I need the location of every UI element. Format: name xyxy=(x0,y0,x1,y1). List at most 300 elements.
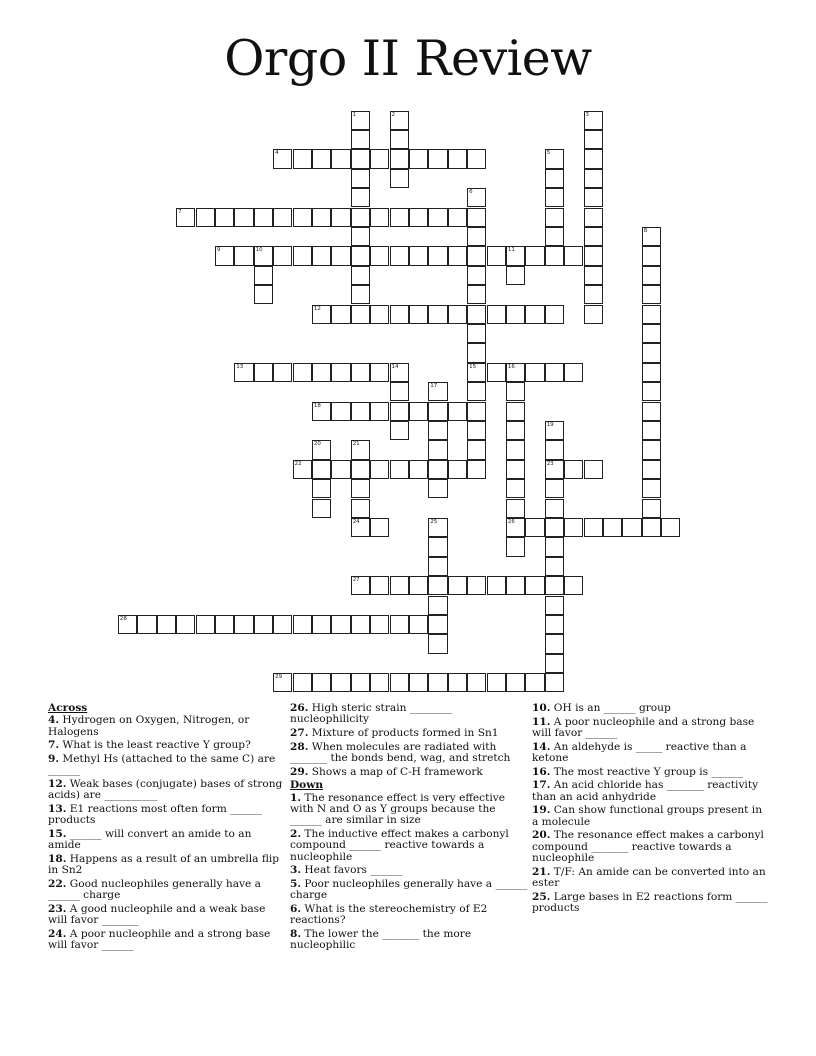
crossword-cell[interactable] xyxy=(545,654,564,673)
crossword-cell[interactable] xyxy=(448,305,467,324)
clue-number: 17. xyxy=(532,779,551,792)
crossword-cell[interactable] xyxy=(545,305,564,324)
crossword-cell[interactable] xyxy=(545,421,564,440)
cell-number: 6 xyxy=(469,189,473,196)
crossword-cell[interactable] xyxy=(390,615,409,634)
crossword-cell[interactable] xyxy=(428,634,447,653)
crossword-cell[interactable] xyxy=(428,673,447,692)
crossword-cell[interactable] xyxy=(545,169,564,188)
crossword-cell[interactable] xyxy=(642,479,661,498)
crossword-cell[interactable] xyxy=(545,634,564,653)
crossword-cell[interactable] xyxy=(545,518,564,537)
crossword-cell[interactable] xyxy=(487,305,506,324)
crossword-cell[interactable] xyxy=(331,615,350,634)
crossword-cell[interactable] xyxy=(370,460,389,479)
down-clue xyxy=(290,865,528,876)
crossword-cell[interactable] xyxy=(273,673,292,692)
crossword-cell[interactable] xyxy=(545,246,564,265)
down-clue xyxy=(290,879,528,902)
clue-number: 15. xyxy=(48,828,67,840)
clue-text: Good nucleophiles generally have a ______ charge xyxy=(48,878,261,902)
crossword-cell[interactable] xyxy=(331,208,350,227)
crossword-cell[interactable] xyxy=(545,479,564,498)
clue-text: Poor nucleophiles generally have a ______ charge xyxy=(290,878,528,902)
crossword-cell[interactable] xyxy=(312,460,331,479)
crossword-cell[interactable] xyxy=(390,363,409,382)
crossword-cell[interactable] xyxy=(506,421,525,440)
crossword-cell[interactable] xyxy=(584,188,603,207)
crossword-cell[interactable] xyxy=(370,576,389,595)
crossword-cell[interactable] xyxy=(506,460,525,479)
crossword-cell[interactable] xyxy=(254,363,273,382)
crossword-cell[interactable] xyxy=(428,615,447,634)
clue-number: 29. xyxy=(290,765,309,778)
clue-text: Heat favors ______ xyxy=(301,864,403,877)
crossword-cell[interactable] xyxy=(428,305,447,324)
crossword-cell[interactable] xyxy=(390,246,409,265)
crossword-cell[interactable] xyxy=(254,615,273,634)
crossword-cell[interactable] xyxy=(642,402,661,421)
crossword-cell[interactable] xyxy=(428,460,447,479)
crossword-cell[interactable] xyxy=(390,149,409,168)
crossword-cell[interactable] xyxy=(428,402,447,421)
crossword-cell[interactable] xyxy=(467,421,486,440)
crossword-cell[interactable] xyxy=(642,499,661,518)
down-clue xyxy=(290,793,528,827)
crossword-cell[interactable] xyxy=(545,460,564,479)
crossword-cell[interactable] xyxy=(467,382,486,401)
crossword-cell[interactable] xyxy=(545,557,564,576)
crossword-cell[interactable] xyxy=(467,285,486,304)
across-clue xyxy=(290,742,528,765)
clue-text: Methyl Hs (attached to the same C) are ______ xyxy=(48,753,276,777)
crossword-cell[interactable] xyxy=(351,363,370,382)
crossword-cell[interactable] xyxy=(428,596,447,615)
crossword-cell[interactable] xyxy=(390,169,409,188)
crossword-cell[interactable] xyxy=(351,208,370,227)
crossword-cell[interactable] xyxy=(409,615,428,634)
crossword-cell[interactable] xyxy=(137,615,156,634)
crossword-cell[interactable] xyxy=(390,130,409,149)
crossword-cell[interactable] xyxy=(234,615,253,634)
down-clue xyxy=(532,892,770,915)
crossword-cell[interactable] xyxy=(525,518,544,537)
clue-number: 5. xyxy=(290,878,302,890)
crossword-cell[interactable] xyxy=(506,382,525,401)
crossword-cell[interactable] xyxy=(545,499,564,518)
crossword-cell[interactable] xyxy=(312,499,331,518)
clue-number: 21. xyxy=(532,865,551,878)
cell-number: 8 xyxy=(643,227,648,234)
crossword-cell[interactable] xyxy=(351,402,370,421)
cell-number: 21 xyxy=(352,441,360,448)
crossword-cell[interactable] xyxy=(584,305,603,324)
crossword-cell[interactable] xyxy=(506,537,525,556)
crossword-cell[interactable] xyxy=(525,246,544,265)
crossword-cell[interactable] xyxy=(428,557,447,576)
down-heading: Down xyxy=(290,779,324,792)
crossword-cell[interactable] xyxy=(312,149,331,168)
crossword-cell[interactable] xyxy=(428,576,447,595)
crossword-cell[interactable] xyxy=(467,673,486,692)
crossword-cell[interactable] xyxy=(545,208,564,227)
crossword-cell[interactable] xyxy=(273,208,292,227)
crossword-cell[interactable] xyxy=(506,479,525,498)
crossword-cell[interactable] xyxy=(584,518,603,537)
crossword-cell[interactable] xyxy=(351,440,370,459)
crossword-cell[interactable] xyxy=(545,149,564,168)
crossword-cell[interactable] xyxy=(564,518,583,537)
crossword-cell[interactable] xyxy=(506,673,525,692)
clue-number: 14. xyxy=(532,740,551,753)
crossword-cell[interactable] xyxy=(584,246,603,265)
crossword-cell[interactable] xyxy=(215,208,234,227)
crossword-cell[interactable] xyxy=(176,208,195,227)
across-clue xyxy=(48,740,286,751)
crossword-cell[interactable] xyxy=(215,246,234,265)
crossword-cell[interactable] xyxy=(254,285,273,304)
crossword-cell[interactable] xyxy=(642,324,661,343)
clue-number: 4. xyxy=(48,714,60,727)
crossword-cell[interactable] xyxy=(467,460,486,479)
crossword-cell[interactable] xyxy=(370,615,389,634)
crossword-cell[interactable] xyxy=(331,460,350,479)
crossword-cell[interactable] xyxy=(293,208,312,227)
crossword-cell[interactable] xyxy=(409,402,428,421)
crossword-cell[interactable] xyxy=(273,363,292,382)
crossword-cell[interactable] xyxy=(293,460,312,479)
crossword-cell[interactable] xyxy=(273,149,292,168)
crossword-cell[interactable] xyxy=(293,363,312,382)
crossword-cell[interactable] xyxy=(448,402,467,421)
crossword-cell[interactable] xyxy=(390,402,409,421)
crossword-cell[interactable] xyxy=(312,615,331,634)
crossword-cell[interactable] xyxy=(351,111,370,130)
crossword-cell[interactable] xyxy=(157,615,176,634)
crossword-cell[interactable] xyxy=(390,460,409,479)
crossword-cell[interactable] xyxy=(506,576,525,595)
crossword-cell[interactable] xyxy=(234,208,253,227)
crossword-cell[interactable] xyxy=(254,208,273,227)
crossword-cell[interactable] xyxy=(642,227,661,246)
crossword-cell[interactable] xyxy=(234,363,253,382)
crossword-cell[interactable] xyxy=(312,208,331,227)
crossword-cell[interactable] xyxy=(487,576,506,595)
crossword-cell[interactable] xyxy=(467,305,486,324)
crossword-cell[interactable] xyxy=(428,208,447,227)
cell-number: 4 xyxy=(275,150,279,157)
crossword-cell[interactable] xyxy=(545,227,564,246)
crossword-cell[interactable] xyxy=(487,246,506,265)
clue-number: 19. xyxy=(532,804,551,817)
crossword-cell[interactable] xyxy=(390,111,409,130)
crossword-cell[interactable] xyxy=(390,421,409,440)
clue-text: A poor nucleophile and a strong base will favor ______ xyxy=(48,928,271,952)
crossword-cell[interactable] xyxy=(370,673,389,692)
crossword-cell[interactable] xyxy=(545,673,564,692)
crossword-cell[interactable] xyxy=(487,363,506,382)
crossword-cell[interactable] xyxy=(467,576,486,595)
crossword-cell[interactable] xyxy=(312,402,331,421)
crossword-cell[interactable] xyxy=(331,305,350,324)
crossword-cell[interactable] xyxy=(409,305,428,324)
crossword-cell[interactable] xyxy=(293,615,312,634)
crossword-cell[interactable] xyxy=(487,673,506,692)
crossword-cell[interactable] xyxy=(254,266,273,285)
crossword-cell[interactable] xyxy=(312,305,331,324)
crossword-cell[interactable] xyxy=(331,246,350,265)
crossword-cell[interactable] xyxy=(428,518,447,537)
crossword-cell[interactable] xyxy=(545,440,564,459)
crossword-cell[interactable] xyxy=(428,382,447,401)
crossword-cell[interactable] xyxy=(584,208,603,227)
clue-text: Weak bases (conjugate) bases of strong acids) are __________ xyxy=(48,778,283,802)
crossword-cell[interactable] xyxy=(390,382,409,401)
crossword-cell[interactable] xyxy=(351,246,370,265)
crossword-cell[interactable] xyxy=(564,576,583,595)
crossword-cell[interactable] xyxy=(409,576,428,595)
crossword-cell[interactable] xyxy=(506,363,525,382)
cell-number: 25 xyxy=(430,518,438,525)
clue-number: 24. xyxy=(48,928,67,940)
crossword-cell[interactable] xyxy=(351,149,370,168)
crossword-cell[interactable] xyxy=(603,518,622,537)
crossword-cell[interactable] xyxy=(312,673,331,692)
crossword-cell[interactable] xyxy=(661,518,680,537)
crossword-cell[interactable] xyxy=(525,305,544,324)
crossword-cell[interactable] xyxy=(642,363,661,382)
cell-number: 9 xyxy=(216,247,221,254)
clue-text: What is the least reactive Y group? xyxy=(59,739,251,752)
crossword-cell[interactable] xyxy=(293,673,312,692)
clue-number: 8. xyxy=(290,928,302,940)
crossword-cell[interactable] xyxy=(584,460,603,479)
down-clue xyxy=(290,829,528,863)
cell-number: 10 xyxy=(255,247,263,254)
clues-column-1 xyxy=(48,703,286,954)
crossword-cell[interactable] xyxy=(642,382,661,401)
crossword-cell[interactable] xyxy=(467,402,486,421)
across-clue xyxy=(48,779,286,802)
crossword-cell[interactable] xyxy=(428,479,447,498)
crossword-cell[interactable] xyxy=(448,460,467,479)
crossword-cell[interactable] xyxy=(118,615,137,634)
crossword-cell[interactable] xyxy=(467,440,486,459)
cell-number: 29 xyxy=(275,674,283,681)
clue-text: The resonance effect makes a carbonyl compound _______ reactive towards a nucleophile xyxy=(532,829,764,864)
crossword-cell[interactable] xyxy=(312,479,331,498)
crossword-cell[interactable] xyxy=(428,440,447,459)
crossword-cell[interactable] xyxy=(273,246,292,265)
crossword-cell[interactable] xyxy=(545,576,564,595)
across-clue xyxy=(48,929,286,952)
crossword-cell[interactable] xyxy=(428,149,447,168)
crossword-cell[interactable] xyxy=(273,615,292,634)
cell-number: 2 xyxy=(391,111,395,118)
cell-number: 19 xyxy=(546,421,554,428)
crossword-cell[interactable] xyxy=(642,285,661,304)
clue-number: 6. xyxy=(290,903,302,915)
crossword-cell[interactable] xyxy=(390,305,409,324)
crossword-cell[interactable] xyxy=(642,246,661,265)
clues-column-3 xyxy=(532,703,770,917)
cell-number: 12 xyxy=(313,305,321,312)
crossword-cell[interactable] xyxy=(584,111,603,130)
down-clue xyxy=(532,703,770,714)
crossword-cell[interactable] xyxy=(506,518,525,537)
crossword-cell[interactable] xyxy=(370,149,389,168)
crossword-cell[interactable] xyxy=(351,673,370,692)
crossword-cell[interactable] xyxy=(642,460,661,479)
crossword-cell[interactable] xyxy=(409,208,428,227)
crossword-cell[interactable] xyxy=(196,615,215,634)
clue-text: Happens as a result of an umbrella flip in Sn2 xyxy=(48,853,280,877)
clue-text: ______ will convert an amide to an amide xyxy=(48,828,252,852)
crossword-cell[interactable] xyxy=(506,402,525,421)
crossword-cell[interactable] xyxy=(642,440,661,459)
crossword-cell[interactable] xyxy=(428,537,447,556)
clue-text: E1 reactions most often form ______ products xyxy=(48,803,262,827)
crossword-cell[interactable] xyxy=(215,615,234,634)
crossword-cell[interactable] xyxy=(584,169,603,188)
crossword-cell[interactable] xyxy=(506,440,525,459)
clue-text: High steric strain ________ nucleophilicity xyxy=(290,702,453,726)
cell-number: 28 xyxy=(119,615,127,622)
cell-number: 16 xyxy=(507,363,515,370)
crossword-cell[interactable] xyxy=(467,208,486,227)
crossword-cell[interactable] xyxy=(370,208,389,227)
crossword-cell[interactable] xyxy=(312,363,331,382)
crossword-cell[interactable] xyxy=(525,576,544,595)
crossword-cell[interactable] xyxy=(331,402,350,421)
crossword-cell[interactable] xyxy=(506,246,525,265)
crossword-cell[interactable] xyxy=(467,149,486,168)
down-clue xyxy=(532,780,770,803)
crossword-cell[interactable] xyxy=(312,440,331,459)
crossword-cell[interactable] xyxy=(254,246,273,265)
crossword-cell[interactable] xyxy=(390,576,409,595)
crossword-cell[interactable] xyxy=(351,615,370,634)
crossword-cell[interactable] xyxy=(545,537,564,556)
crossword-cell[interactable] xyxy=(467,343,486,362)
crossword-cell[interactable] xyxy=(331,673,350,692)
crossword-cell[interactable] xyxy=(312,246,331,265)
crossword-cell[interactable] xyxy=(351,130,370,149)
crossword-cell[interactable] xyxy=(448,576,467,595)
crossword-cell[interactable] xyxy=(642,343,661,362)
crossword-cell[interactable] xyxy=(467,363,486,382)
crossword-cell[interactable] xyxy=(409,673,428,692)
crossword-cell[interactable] xyxy=(409,149,428,168)
crossword-cell[interactable] xyxy=(564,246,583,265)
crossword-cell[interactable] xyxy=(428,421,447,440)
crossword-cell[interactable] xyxy=(545,596,564,615)
across-clue xyxy=(48,754,286,777)
clue-number: 26. xyxy=(290,702,309,714)
crossword-cell[interactable] xyxy=(351,227,370,246)
crossword-cell[interactable] xyxy=(370,363,389,382)
crossword-cell[interactable] xyxy=(525,673,544,692)
crossword-cell[interactable] xyxy=(351,188,370,207)
crossword-cell[interactable] xyxy=(584,227,603,246)
crossword-cell[interactable] xyxy=(351,305,370,324)
crossword-cell[interactable] xyxy=(351,576,370,595)
crossword-cell[interactable] xyxy=(234,246,253,265)
across-clue xyxy=(48,829,286,852)
crossword-cell[interactable] xyxy=(467,266,486,285)
crossword-cell[interactable] xyxy=(448,208,467,227)
crossword-cell[interactable] xyxy=(545,188,564,207)
crossword-cell[interactable] xyxy=(409,460,428,479)
crossword-cell[interactable] xyxy=(448,246,467,265)
crossword-cell[interactable] xyxy=(642,305,661,324)
crossword-cell[interactable] xyxy=(331,149,350,168)
crossword-cell[interactable] xyxy=(448,673,467,692)
crossword-cell[interactable] xyxy=(428,246,447,265)
clue-text: The lower the _______ the more nucleophilic xyxy=(290,928,472,952)
crossword-cell[interactable] xyxy=(467,324,486,343)
crossword-cell[interactable] xyxy=(506,499,525,518)
crossword-cell[interactable] xyxy=(351,518,370,537)
crossword-cell[interactable] xyxy=(176,615,195,634)
clue-number: 28. xyxy=(290,740,309,753)
crossword-cell[interactable] xyxy=(293,246,312,265)
crossword-cell[interactable] xyxy=(467,227,486,246)
crossword-cell[interactable] xyxy=(545,615,564,634)
crossword-cell[interactable] xyxy=(642,266,661,285)
crossword-cell[interactable] xyxy=(351,266,370,285)
crossword-cell[interactable] xyxy=(351,479,370,498)
crossword-cell[interactable] xyxy=(351,169,370,188)
crossword-cell[interactable] xyxy=(622,518,641,537)
crossword-cell[interactable] xyxy=(467,188,486,207)
down-clue xyxy=(290,929,528,952)
crossword-cell[interactable] xyxy=(409,246,428,265)
crossword-cell[interactable] xyxy=(370,402,389,421)
crossword-cell[interactable] xyxy=(293,149,312,168)
crossword-cell[interactable] xyxy=(642,518,661,537)
crossword-cell[interactable] xyxy=(370,305,389,324)
crossword-cell[interactable] xyxy=(351,285,370,304)
crossword-cell[interactable] xyxy=(584,149,603,168)
down-clue xyxy=(532,767,770,778)
crossword-cell[interactable] xyxy=(448,149,467,168)
crossword-cell[interactable] xyxy=(584,285,603,304)
crossword-cell[interactable] xyxy=(564,460,583,479)
page-title: Orgo II Review xyxy=(224,30,592,87)
crossword-cell[interactable] xyxy=(584,130,603,149)
clue-number: 9. xyxy=(48,753,60,765)
crossword-cell[interactable] xyxy=(351,460,370,479)
crossword-cell[interactable] xyxy=(196,208,215,227)
crossword-cell[interactable] xyxy=(642,421,661,440)
crossword-cell[interactable] xyxy=(525,363,544,382)
crossword-cell[interactable] xyxy=(584,266,603,285)
crossword-cell[interactable] xyxy=(331,363,350,382)
clue-text: Shows a map of C-H framework xyxy=(308,765,483,778)
crossword-cell[interactable] xyxy=(390,208,409,227)
cell-number: 24 xyxy=(352,518,360,525)
crossword-cell[interactable] xyxy=(351,499,370,518)
crossword-cell[interactable] xyxy=(506,305,525,324)
crossword-cell[interactable] xyxy=(390,673,409,692)
crossword-cell[interactable] xyxy=(370,518,389,537)
crossword-cell[interactable] xyxy=(545,363,564,382)
crossword-cell[interactable] xyxy=(506,266,525,285)
crossword-cell[interactable] xyxy=(467,246,486,265)
crossword-cell[interactable] xyxy=(370,246,389,265)
crossword-cell[interactable] xyxy=(564,363,583,382)
